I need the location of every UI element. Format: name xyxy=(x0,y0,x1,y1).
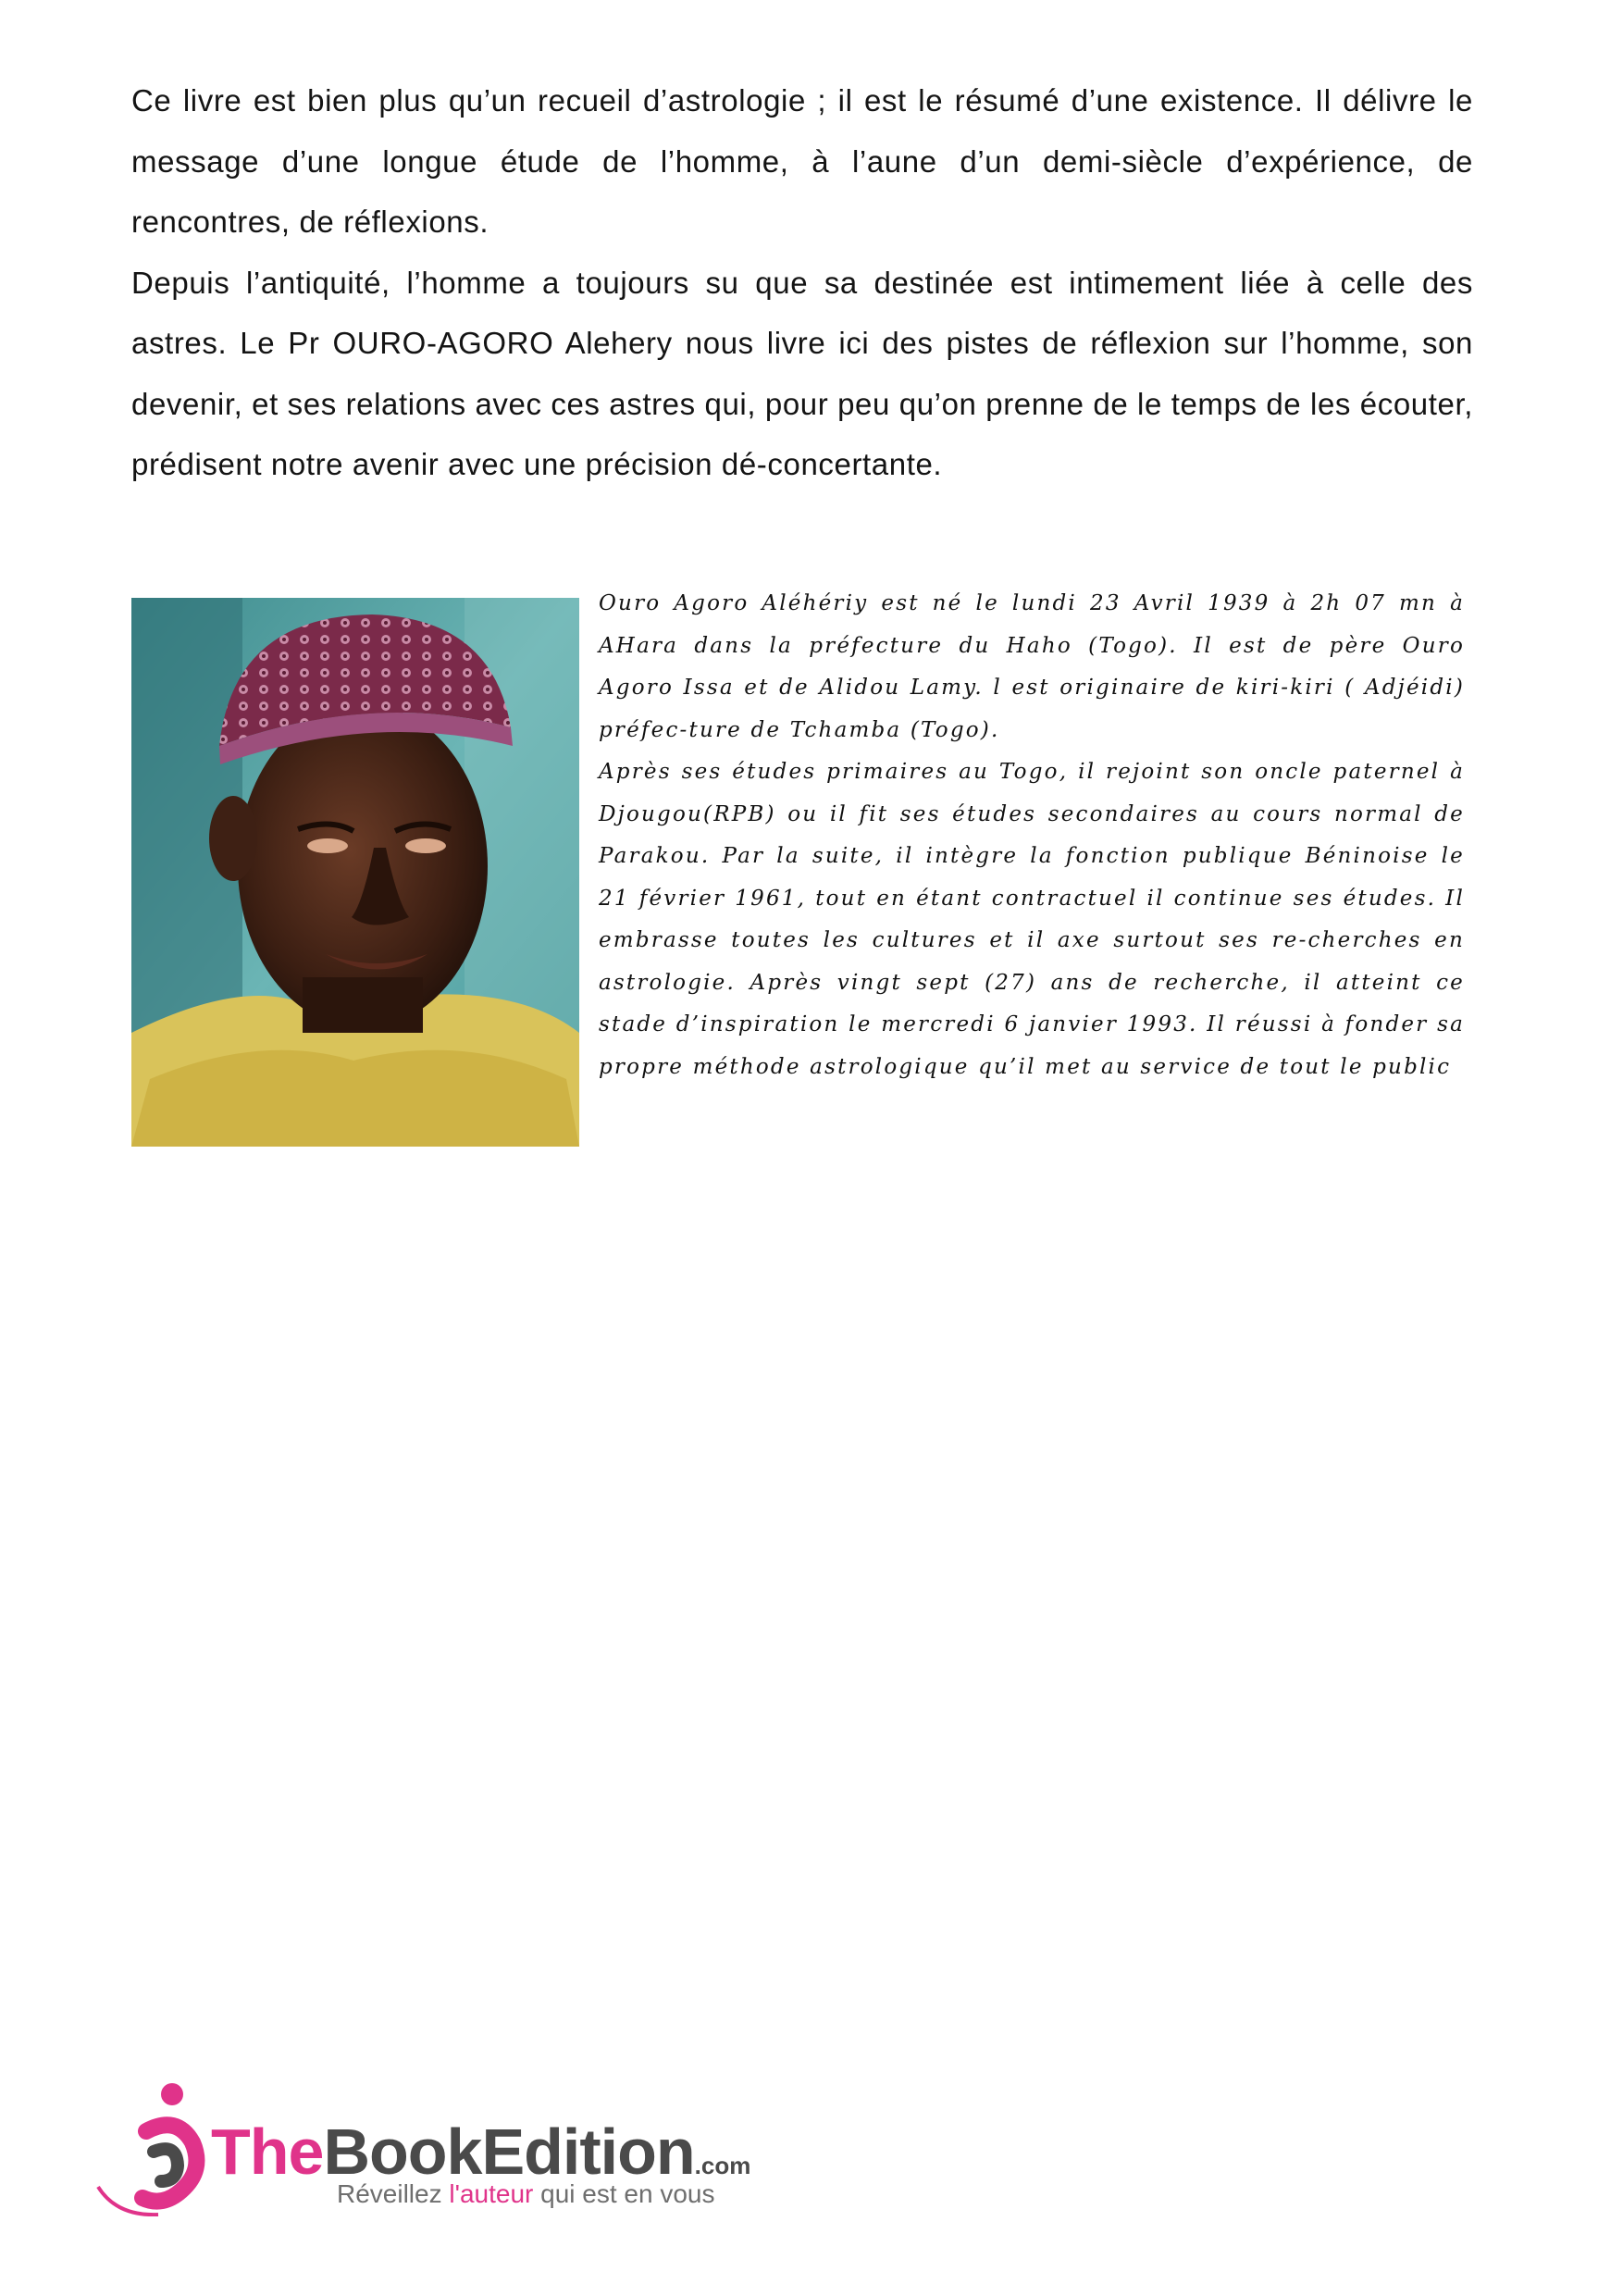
logo-bookedition: BookEdition xyxy=(323,2116,695,2188)
publisher-logo[interactable] xyxy=(89,2078,848,2226)
tagline-after: qui est en vous xyxy=(533,2179,715,2208)
tagline-before: Réveillez xyxy=(337,2179,450,2208)
thebookedition-logo-icon xyxy=(89,2078,218,2216)
author-photo xyxy=(131,598,579,1147)
author-portrait-icon xyxy=(131,598,579,1147)
intro-paragraph-2: Depuis l’antiquité, l’homme a toujours su que sa destinée est intimement liée à celle des astres. Le Pr OURO-AGORO Alehery nous livre ici des pistes de réflexion sur l’homme, son devenir, et ses relations avec ces astres qui, pour peu qu’on prenne de le temps de les écouter, prédisent notre avenir avec une précision dé-concertante. xyxy=(131,265,1473,481)
author-bio xyxy=(599,583,1465,1088)
tagline-accent: l'auteur xyxy=(449,2179,534,2208)
logo-the: The xyxy=(211,2116,324,2188)
logo-com: .com xyxy=(694,2152,751,2179)
intro-text xyxy=(131,70,1473,495)
intro-paragraph-1: Ce livre est bien plus qu’un recueil d’astrologie ; il est le résumé d’une existence. Il délivre le message d’une longue étude de l’homme, à l’aune d’un demi-siècle d’expérience, de rencontres, de réflexions. xyxy=(131,83,1473,239)
bio-paragraph-2: Après ses études primaires au Togo, il rejoint son oncle paternel à Djougou(RPB) ou il fit ses études secondaires au cours normal de Parakou. Par la suite, il intègre la fonction publique Béninoise le 21 février 1961, tout en étant contractuel il continue ses études. Il embrasse toutes les cultures et il axe surtout ses re-cherches en astrologie. Après vingt sept (27) ans de recherche, il atteint ce stade d’inspiration le mercredi 6 janvier 1993. Il réussi à fonder sa propre méthode astrologique qu’il met au service de tout le public xyxy=(599,760,1465,1079)
logo-tagline xyxy=(337,2179,714,2209)
bio-paragraph-1: Ouro Agoro Aléhériy est né le lundi 23 Avril 1939 à 2h 07 mn à AHara dans la préfecture du Haho (Togo). Il est de père Ouro Agoro Issa et de Alidou Lamy. l est originaire de kiri-kiri ( Adjéidi) préfec-ture de Tchamba (Togo). xyxy=(599,591,1465,742)
